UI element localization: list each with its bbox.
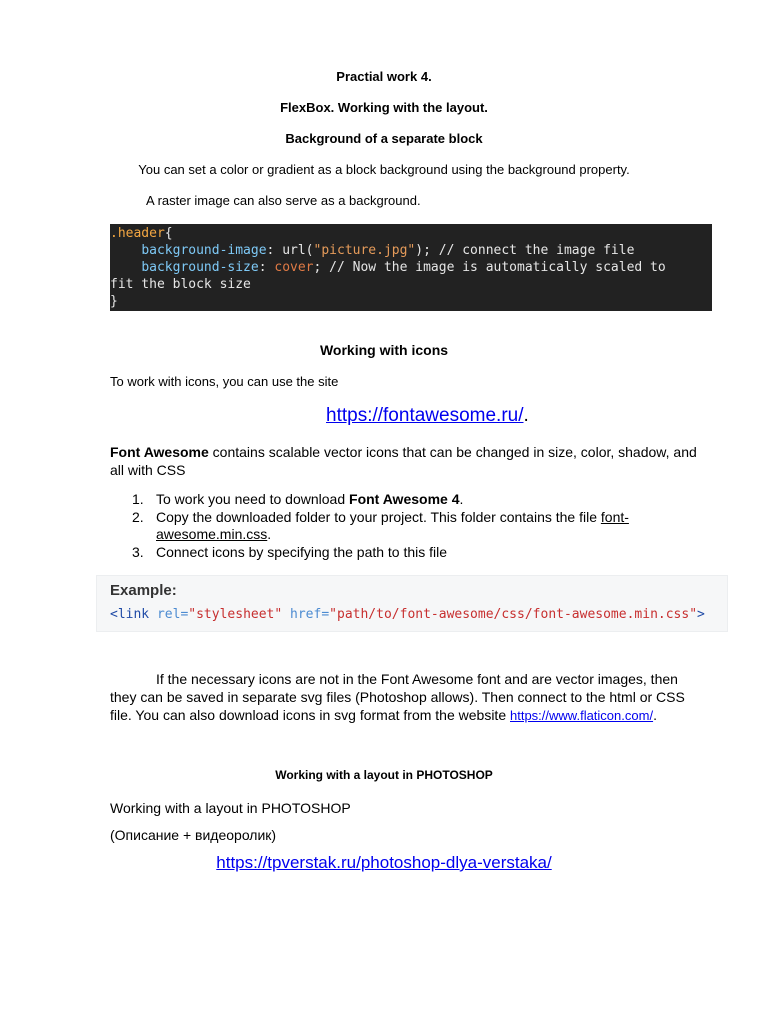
page-subtitle: FlexBox. Working with the layout. xyxy=(280,100,488,115)
code-colon: : xyxy=(266,243,283,258)
code-comment-2-wrap: fit the block size xyxy=(110,277,251,292)
list-item: 1. To work you need to download Font Awesome 4. xyxy=(132,491,464,507)
code-prop-background-image: background-image xyxy=(141,243,267,258)
example-title: Example: xyxy=(110,582,177,599)
tpverstak-link[interactable]: https://tpverstak.ru/photoshop-dlya-verstaka/ xyxy=(216,853,552,872)
file-name-part2: awesome.min.css xyxy=(156,526,268,542)
code-keyword-cover: cover xyxy=(274,260,314,275)
fontawesome-description: Font Awesome contains scalable vector icons that can be changed in size, color, shadow, and all with CSS xyxy=(110,444,697,478)
code-brace-open: { xyxy=(164,226,173,241)
code-url-fn: url( xyxy=(282,243,314,258)
fontawesome-bold-name: Font Awesome xyxy=(110,444,209,460)
flaticon-link[interactable]: https://www.flaticon.com/ xyxy=(510,708,654,723)
code-selector: .header xyxy=(110,226,165,241)
font-awesome-4-bold: Font Awesome 4 xyxy=(349,491,460,507)
code-comment-1: ); // connect the image file xyxy=(415,243,635,258)
photoshop-text: Working with a layout in PHOTOSHOP xyxy=(110,800,351,816)
svg-paragraph: If the necessary icons are not in the Font Awesome font and are vector images, then they can be saved in separate svg files (Photoshop allows). Then connect to the html or CSS file. You can also download icons in svg format from the website https://www.flaticon.com/. xyxy=(110,671,685,723)
code-comment-2: ; // Now the image is automatically scaled to xyxy=(313,260,666,275)
fontawesome-link-line: https://fontawesome.ru/. xyxy=(326,405,529,426)
code-string: "picture.jpg" xyxy=(313,243,416,258)
section-heading-icons: Working with icons xyxy=(319,342,449,358)
section-heading-background: Background of a separate block xyxy=(285,131,483,146)
code-prop-background-size: background-size xyxy=(141,260,259,275)
intro-paragraph-1: You can set a color or gradient as a block background using the background property. xyxy=(138,162,630,177)
code-brace-close: } xyxy=(110,294,118,309)
icons-site-intro: To work with icons, you can use the site xyxy=(110,374,339,389)
intro-paragraph-2: A raster image can also serve as a background. xyxy=(146,193,421,208)
css-code-block xyxy=(110,224,712,311)
photoshop-description: (Описание + видеоролик) xyxy=(110,827,277,843)
section-heading-photoshop: Working with a layout in PHOTOSHOP xyxy=(275,768,493,782)
code-colon: : xyxy=(258,260,275,275)
example-code: <link rel="stylesheet" href="path/to/font-awesome/css/font-awesome.min.css"> xyxy=(110,607,705,622)
list-item: 3. Connect icons by specifying the path to this file xyxy=(132,543,448,560)
file-name-part1: font- xyxy=(600,508,629,525)
example-box xyxy=(96,575,728,632)
steps-list xyxy=(132,491,716,561)
page-title: Practial work 4. xyxy=(336,69,432,84)
photoshop-link-line xyxy=(0,853,768,873)
list-item: 2. Copy the downloaded folder to your project. This folder contains the file font- awesome.min.css. xyxy=(132,508,629,542)
fontawesome-link[interactable]: https://fontawesome.ru/ xyxy=(326,405,524,426)
